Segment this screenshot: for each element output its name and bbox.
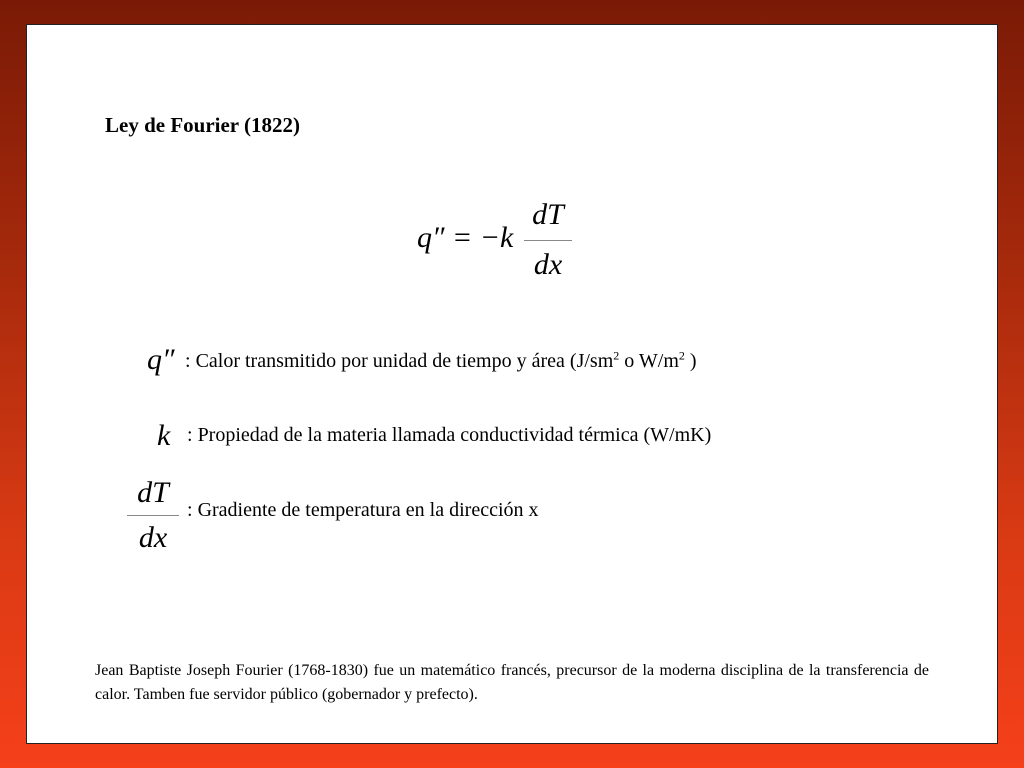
superscript: 2 bbox=[678, 348, 685, 363]
definition-separator: : bbox=[187, 499, 193, 521]
definition-separator: : bbox=[187, 424, 193, 446]
definition-heat-flux bbox=[185, 350, 697, 373]
definition-text-mid: o W/m bbox=[619, 350, 679, 372]
equation-numerator: dT bbox=[532, 198, 564, 231]
fraction-bar bbox=[127, 515, 179, 516]
definition-gradient bbox=[187, 499, 539, 522]
definition-conductivity bbox=[187, 424, 711, 447]
equation-fraction bbox=[524, 197, 572, 283]
superscript: 2 bbox=[613, 348, 620, 363]
gradient-denominator: dx bbox=[138, 521, 168, 554]
gradient-numerator: dT bbox=[137, 476, 169, 509]
symbol-gradient bbox=[127, 475, 179, 556]
definition-text: Calor transmitido por unidad de tiempo y área (J/sm bbox=[195, 350, 614, 372]
fraction-bar bbox=[524, 240, 572, 241]
equation-denominator: dx bbox=[533, 248, 563, 281]
definition-text-end: ) bbox=[684, 350, 697, 372]
symbol-k: k bbox=[157, 419, 171, 452]
definition-text: Gradiente de temperatura en la dirección x bbox=[197, 499, 539, 521]
biography-note: Jean Baptiste Joseph Fourier (1768-1830) fue un matemático francés, precursor de la moderna disciplina de la transferencia de calor. Tamben fue servidor público (gobernador y prefecto). bbox=[95, 662, 929, 703]
equation-lhs: q″ = −k bbox=[417, 221, 514, 254]
symbol-q: q″ bbox=[147, 343, 175, 376]
definition-separator: : bbox=[185, 350, 191, 372]
slide-title: Ley de Fourier (1822) bbox=[105, 113, 300, 137]
slide bbox=[26, 24, 998, 744]
definition-text: Propiedad de la materia llamada conductividad térmica (W/mK) bbox=[197, 424, 712, 446]
